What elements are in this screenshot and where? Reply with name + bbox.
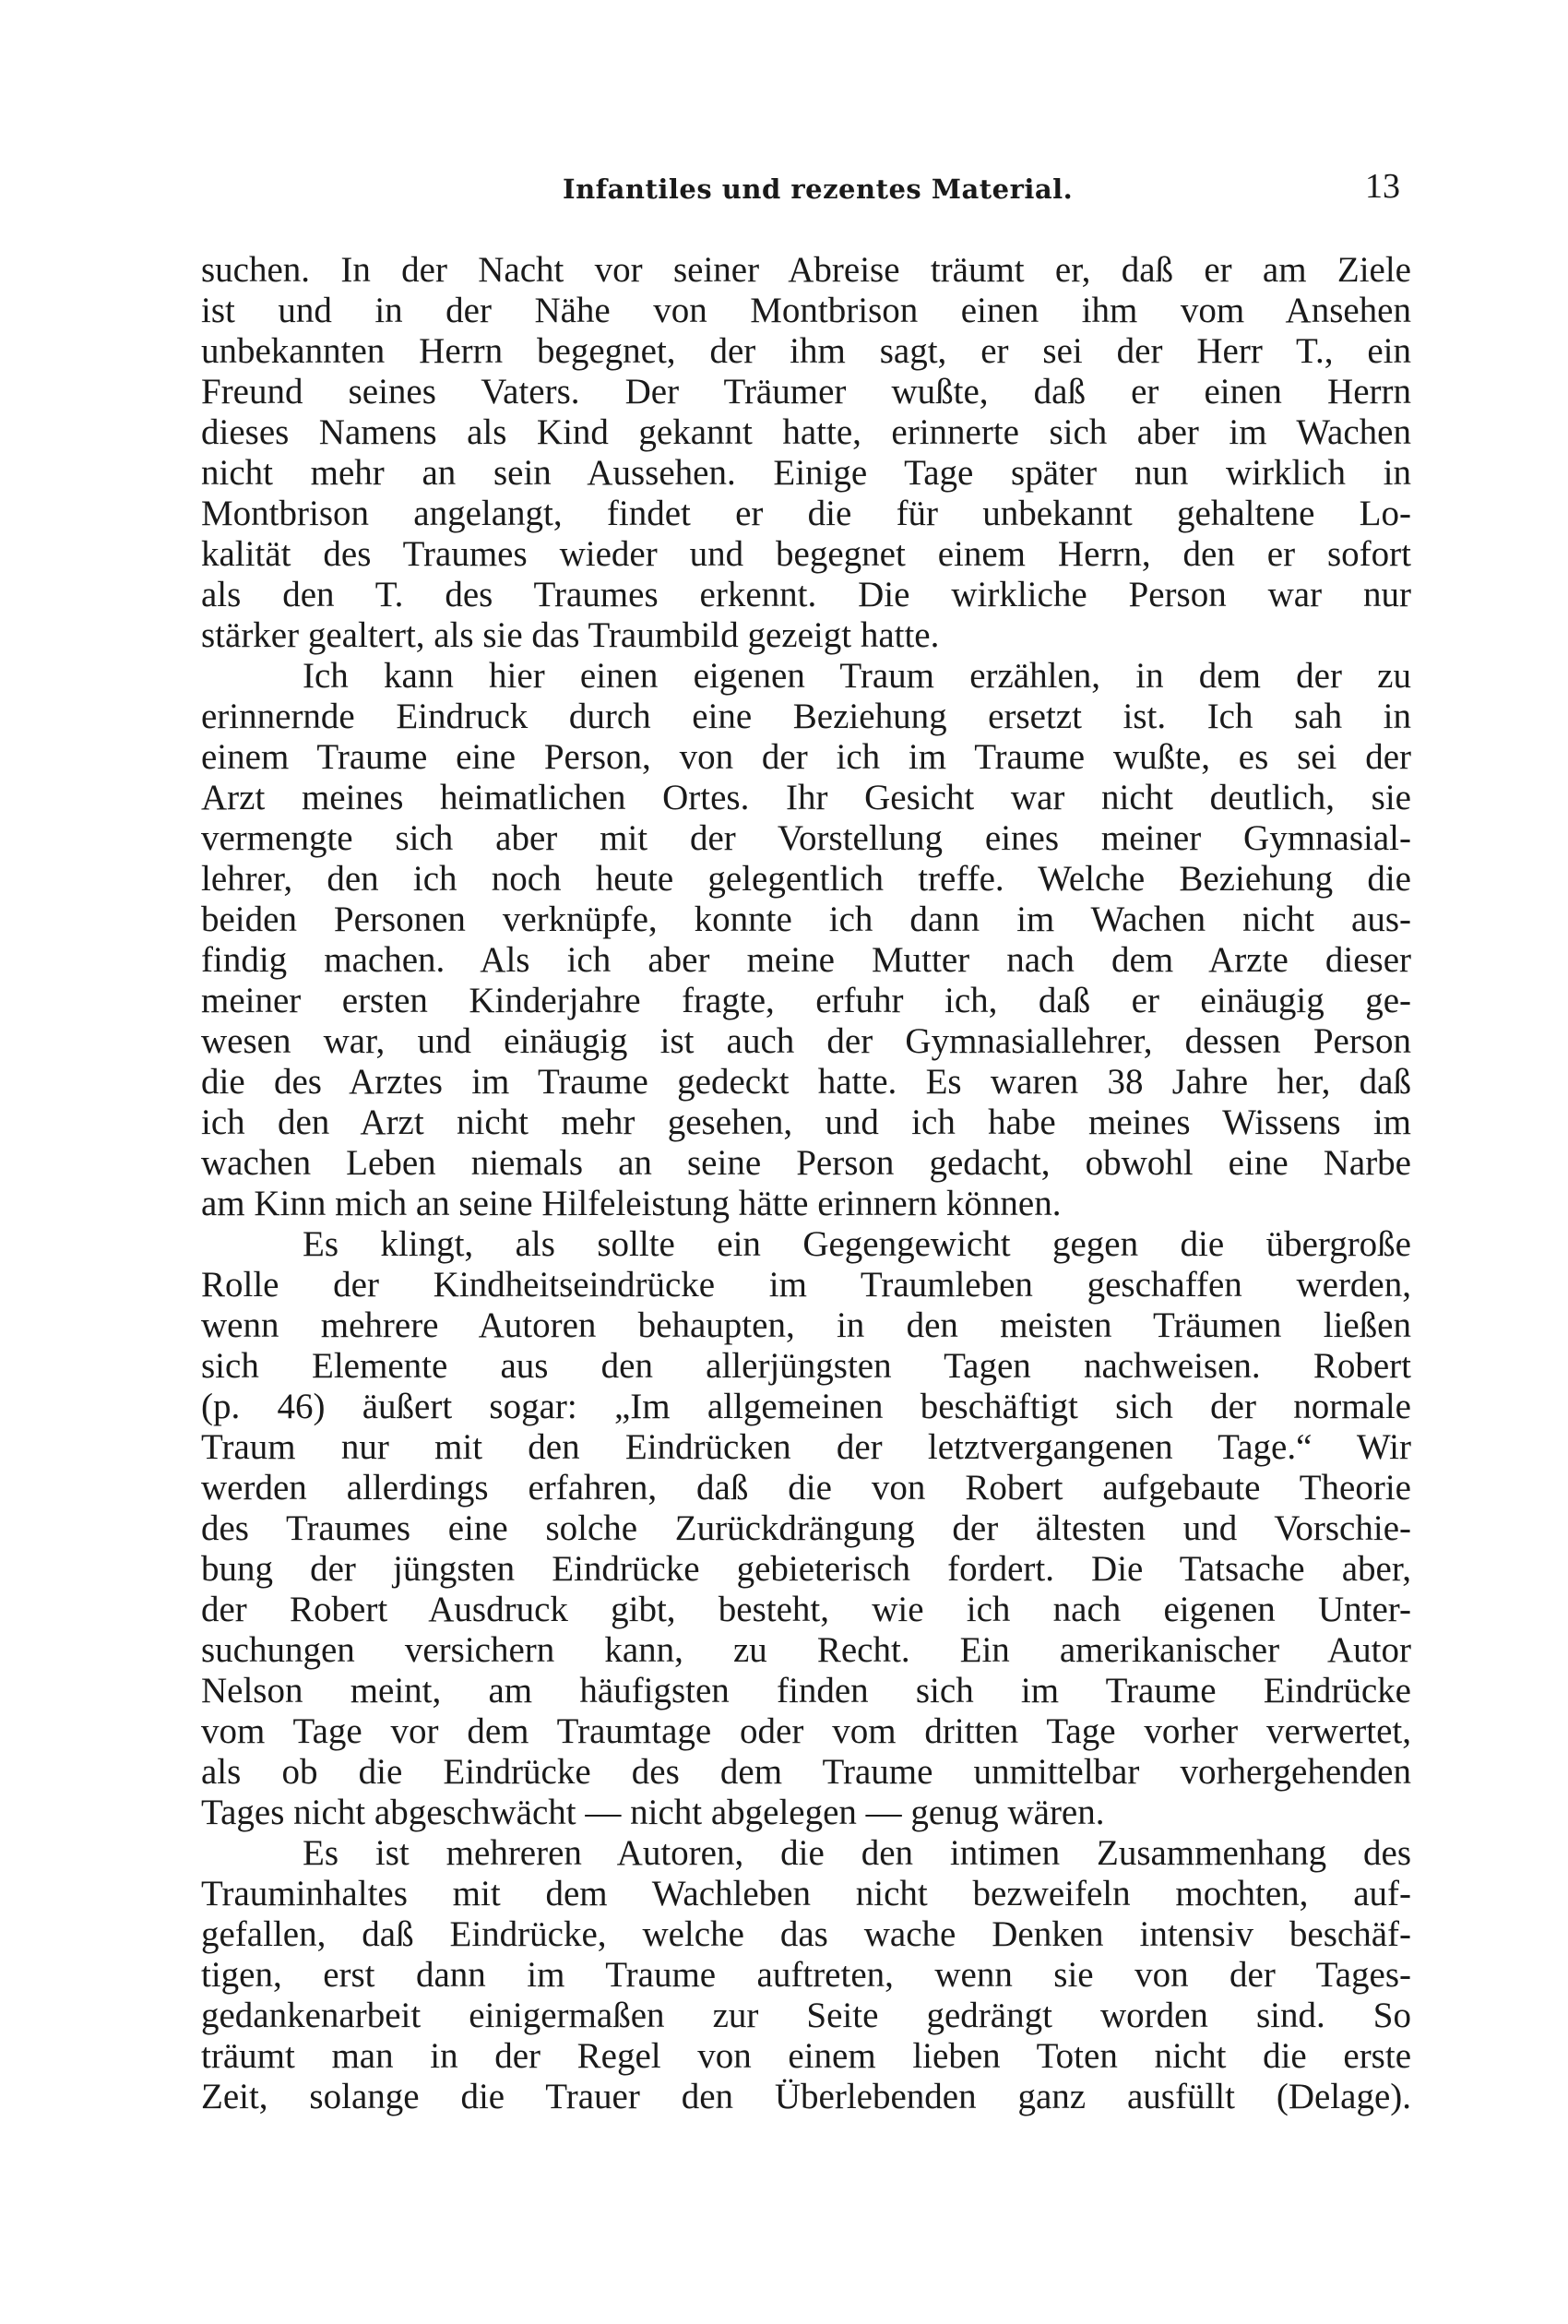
text-line: wachen Leben niemals an seine Person gedacht, obwohl eine Narbe [201,1143,1411,1183]
text-line: vom Tage vor dem Traumtage oder vom dritten Tage vorher verwertet, [201,1711,1411,1751]
running-header [0,166,1568,212]
text-line: einem Traume eine Person, von der ich im Traume wußte, es sei der [201,737,1411,777]
text-line: Zeit, solange die Trauer den Überlebenden ganz ausfüllt (Delage). [201,2077,1411,2116]
text-line: (p. 46) äußert sogar: „Im allgemeinen beschäftigt sich der normale [201,1387,1411,1426]
text-line: ist und in der Nähe von Montbrison einen ihm vom Ansehen [201,291,1411,330]
text-line: der Robert Ausdruck gibt, besteht, wie ich nach eigenen Unter- [201,1590,1411,1629]
text-line: erinnernde Eindruck durch eine Beziehung ersetzt ist. Ich sah in [201,697,1411,736]
text-line: Montbrison angelangt, findet er die für unbekannt gehaltene Lo- [201,494,1411,533]
text-line: als den T. des Traumes erkennt. Die wirkliche Person war nur [201,575,1411,614]
text-line: nicht mehr an sein Aussehen. Einige Tage später nun wirklich in [201,453,1411,493]
text-line: gedankenarbeit einigermaßen zur Seite gedrängt worden sind. So [201,1996,1411,2035]
text-line: Ich kann hier einen eigenen Traum erzählen, in dem der zu [303,656,1411,696]
body-text [201,250,1411,2117]
running-title: Infantiles und rezentes Material. [563,173,1074,205]
text-line: unbekannten Herrn begegnet, der ihm sagt, er sei der Herr T., ein [201,331,1411,371]
text-line: Nelson meint, am häufigsten finden sich im Traume Eindrücke [201,1671,1411,1710]
text-line: suchungen versichern kann, zu Recht. Ein amerikanischer Autor [201,1630,1411,1670]
text-line: wenn mehrere Autoren behaupten, in den meisten Träumen ließen [201,1305,1411,1345]
text-line: kalität des Traumes wieder und begegnet einem Herrn, den er sofort [201,534,1411,574]
text-line: Freund seines Vaters. Der Träumer wußte, daß er einen Herrn [201,372,1411,411]
text-line: werden allerdings erfahren, daß die von Robert aufgebaute Theorie [201,1468,1411,1508]
text-line: lehrer, den ich noch heute gelegentlich treffe. Welche Beziehung die [201,859,1411,899]
text-line: Traum nur mit den Eindrücken der letztvergangenen Tage.“ Wir [201,1427,1411,1467]
text-line: ich den Arzt nicht mehr gesehen, und ich habe meines Wissens im [201,1102,1411,1142]
text-line: gefallen, daß Eindrücke, welche das wache Denken intensiv beschäf- [201,1914,1411,1954]
text-line: beiden Personen verknüpfe, konnte ich dann im Wachen nicht aus- [201,900,1411,939]
text-line: meiner ersten Kinderjahre fragte, erfuhr ich, daß er einäugig ge- [201,981,1411,1020]
text-line: suchen. In der Nacht vor seiner Abreise träumt er, daß er am Ziele [201,250,1411,290]
text-line: Es klingt, als sollte ein Gegengewicht gegen die übergroße [303,1224,1411,1264]
text-line: vermengte sich aber mit der Vorstellung eines meiner Gymnasial- [201,818,1411,858]
text-line: Arzt meines heimatlichen Ortes. Ihr Gesicht war nicht deutlich, sie [201,778,1411,817]
text-line: Rolle der Kindheitseindrücke im Traumleben geschaffen werden, [201,1265,1411,1305]
text-line: des Traumes eine solche Zurückdrängung der ältesten und Vorschie- [201,1508,1411,1548]
text-line: stärker gealtert, als sie das Traumbild gezeigt hatte. [201,615,940,655]
page-number: 13 [1365,167,1400,206]
text-line: Trauminhaltes mit dem Wachleben nicht bezweifeln mochten, auf- [201,1874,1411,1913]
text-line: Tages nicht abgeschwächt — nicht abgelegen — genug wären. [201,1793,1105,1832]
text-line: wesen war, und einäugig ist auch der Gymnasiallehrer, dessen Person [201,1021,1411,1061]
text-line: bung der jüngsten Eindrücke gebieterisch fordert. Die Tatsache aber, [201,1549,1411,1589]
text-line: träumt man in der Regel von einem lieben Toten nicht die erste [201,2036,1411,2076]
text-line: als ob die Eindrücke des dem Traume unmittelbar vorhergehenden [201,1752,1411,1792]
text-line: sich Elemente aus den allerjüngsten Tagen nachweisen. Robert [201,1346,1411,1386]
text-line: am Kinn mich an seine Hilfeleistung hätte erinnern können. [201,1184,1062,1223]
text-line: die des Arztes im Traume gedeckt hatte. Es waren 38 Jahre her, daß [201,1062,1411,1102]
text-line: Es ist mehreren Autoren, die den intimen Zusammenhang des [303,1833,1411,1873]
text-line: tigen, erst dann im Traume auftreten, wenn sie von der Tages- [201,1955,1411,1995]
text-line: findig machen. Als ich aber meine Mutter nach dem Arzte dieser [201,940,1411,980]
text-line: dieses Namens als Kind gekannt hatte, erinnerte sich aber im Wachen [201,412,1411,452]
